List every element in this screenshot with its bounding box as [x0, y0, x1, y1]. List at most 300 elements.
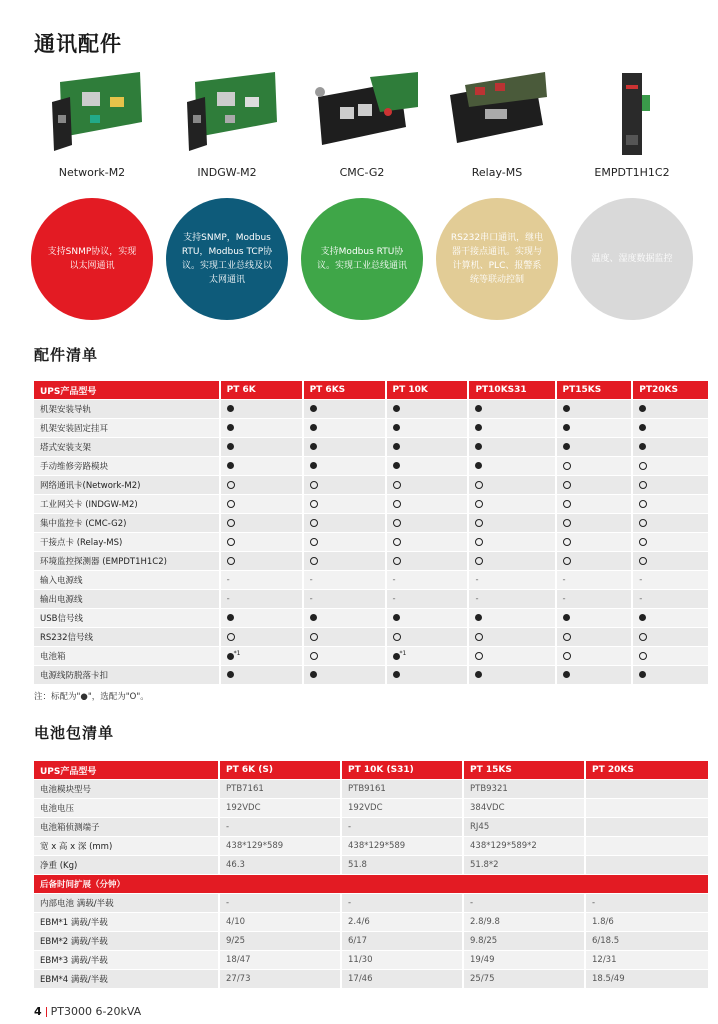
table-cell: 12/31 — [586, 951, 710, 969]
row-label: 环境监控探测器 (EMPDT1H1C2) — [34, 552, 221, 570]
optional-cell — [221, 514, 304, 532]
row-label: EBM*2 满载/半载 — [34, 932, 220, 950]
optional-cell — [557, 457, 634, 475]
product-name: INDGW-M2 — [197, 166, 257, 179]
optional-cell — [469, 495, 556, 513]
row-label: 工业网关卡 (INDGW-M2) — [34, 495, 221, 513]
optional-cell — [221, 552, 304, 570]
standard-dot-icon — [393, 424, 400, 431]
battery-header-cell: PT 15KS — [464, 761, 586, 779]
standard-dot-icon — [393, 653, 400, 660]
table-cell: - — [342, 894, 464, 912]
optional-cell — [633, 495, 710, 513]
standard-dot-icon — [639, 614, 646, 621]
optional-cell — [557, 647, 634, 665]
table-row — [34, 457, 710, 475]
table-row — [34, 419, 710, 437]
standard-dot-icon — [475, 405, 482, 412]
table-row — [34, 533, 710, 551]
product-desc: 支持SNMP协议，实现以太网通讯 — [47, 247, 137, 271]
standard-dot-icon — [227, 405, 234, 412]
product-name: CMC-G2 — [339, 166, 385, 179]
standard-dot-icon — [310, 671, 317, 678]
table-cell: - — [220, 818, 342, 836]
optional-cell — [221, 628, 304, 646]
optional-ring-icon — [563, 633, 571, 641]
standard-cell — [387, 419, 470, 437]
optional-ring-icon — [227, 519, 235, 527]
product-desc: 温度、湿度数据监控 — [591, 254, 673, 264]
na-cell: - — [633, 590, 710, 608]
empdt1h1c2-sensor-image — [570, 62, 694, 162]
footer-product: PT3000 6-20kVA — [50, 1005, 142, 1018]
optional-ring-icon — [639, 652, 647, 660]
row-label: 塔式安装支架 — [34, 438, 221, 456]
standard-dot-icon — [563, 671, 570, 678]
optional-cell — [221, 495, 304, 513]
standard-cell — [633, 419, 710, 437]
table-row — [34, 780, 710, 798]
battery-heading: 电池包清单 — [34, 724, 115, 742]
table-row — [34, 476, 710, 494]
optional-cell — [633, 647, 710, 665]
optional-ring-icon — [639, 519, 647, 527]
row-label: 输出电源线 — [34, 590, 221, 608]
optional-cell — [304, 552, 387, 570]
optional-cell — [221, 533, 304, 551]
optional-ring-icon — [310, 481, 318, 489]
optional-ring-icon — [563, 500, 571, 508]
optional-ring-icon — [310, 519, 318, 527]
optional-ring-icon — [227, 500, 235, 508]
product-desc-circle — [31, 198, 153, 320]
optional-cell — [469, 514, 556, 532]
row-label: 手动维修旁路模块 — [34, 457, 221, 475]
acc-header-cell: PT 6K — [221, 381, 304, 399]
table-row — [34, 837, 710, 855]
standard-dot-icon — [310, 405, 317, 412]
optional-cell — [469, 628, 556, 646]
standard-cell — [304, 400, 387, 418]
battery-header-cell: PT 20KS — [586, 761, 710, 779]
table-row — [34, 495, 710, 513]
optional-cell — [387, 628, 470, 646]
row-label: 电源线防脱落卡扣 — [34, 666, 221, 684]
standard-cell — [221, 438, 304, 456]
row-label: RS232信号线 — [34, 628, 221, 646]
optional-ring-icon — [393, 481, 401, 489]
optional-cell — [387, 495, 470, 513]
optional-ring-icon — [227, 481, 235, 489]
standard-cell — [304, 609, 387, 627]
standard-dot-icon — [310, 462, 317, 469]
optional-cell — [557, 514, 634, 532]
na-cell: - — [469, 571, 556, 589]
table-cell: - — [464, 894, 586, 912]
product-desc: 支持Modbus RTU协议。实现工业总线通讯 — [316, 247, 407, 271]
table-cell: 438*129*589 — [220, 837, 342, 855]
row-label: 电池箱侦测端子 — [34, 818, 220, 836]
standard-cell — [387, 647, 470, 665]
product-desc-circle — [301, 198, 423, 320]
optional-cell — [304, 476, 387, 494]
battery-header-cell: PT 6K (S) — [220, 761, 342, 779]
table-cell: 2.8/9.8 — [464, 913, 586, 931]
na-cell: - — [387, 571, 470, 589]
standard-cell — [633, 438, 710, 456]
na-cell: - — [633, 571, 710, 589]
standard-dot-icon — [227, 671, 234, 678]
standard-cell — [469, 400, 556, 418]
optional-ring-icon — [393, 500, 401, 508]
optional-ring-icon — [639, 538, 647, 546]
table-cell: RJ45 — [464, 818, 586, 836]
product-relay-ms — [435, 62, 559, 320]
table-cell — [586, 837, 710, 855]
standard-cell — [387, 400, 470, 418]
standard-dot-icon — [563, 614, 570, 621]
row-label: 电池电压 — [34, 799, 220, 817]
optional-cell — [469, 647, 556, 665]
na-cell: - — [221, 590, 304, 608]
table-cell: 18.5/49 — [586, 970, 710, 988]
optional-ring-icon — [639, 500, 647, 508]
table-cell: 19/49 — [464, 951, 586, 969]
standard-cell — [387, 438, 470, 456]
row-label: 网络通讯卡(Network-M2) — [34, 476, 221, 494]
standard-cell — [557, 419, 634, 437]
optional-ring-icon — [227, 633, 235, 641]
standard-cell — [469, 438, 556, 456]
relay-ms-card-image — [435, 62, 559, 162]
optional-ring-icon — [563, 481, 571, 489]
standard-cell — [304, 419, 387, 437]
optional-cell — [633, 514, 710, 532]
optional-cell — [633, 476, 710, 494]
optional-ring-icon — [639, 557, 647, 565]
row-label: EBM*4 满载/半载 — [34, 970, 220, 988]
standard-cell — [304, 438, 387, 456]
standard-dot-icon — [393, 405, 400, 412]
optional-ring-icon — [639, 633, 647, 641]
standard-cell — [633, 400, 710, 418]
standard-dot-icon — [639, 443, 646, 450]
table-cell — [586, 780, 710, 798]
optional-cell — [633, 552, 710, 570]
table-row — [34, 514, 710, 532]
standard-dot-icon — [475, 614, 482, 621]
standard-cell — [469, 419, 556, 437]
standard-cell — [469, 666, 556, 684]
standard-dot-icon — [393, 614, 400, 621]
table-cell — [586, 799, 710, 817]
table-row — [34, 571, 710, 589]
optional-ring-icon — [393, 538, 401, 546]
na-cell: - — [469, 590, 556, 608]
standard-cell — [469, 457, 556, 475]
standard-cell — [221, 647, 304, 665]
page-footer — [34, 1005, 141, 1018]
product-desc-circle — [571, 198, 693, 320]
optional-cell — [557, 628, 634, 646]
acc-header-cell: PT15KS — [557, 381, 634, 399]
optional-ring-icon — [639, 481, 647, 489]
optional-cell — [387, 552, 470, 570]
table-row — [34, 818, 710, 836]
standard-cell — [469, 609, 556, 627]
optional-cell — [304, 514, 387, 532]
row-label: 电池模块型号 — [34, 780, 220, 798]
acc-header-cell: PT10KS31 — [469, 381, 556, 399]
optional-cell — [304, 533, 387, 551]
standard-dot-icon — [393, 671, 400, 678]
acc-header-cell: UPS产品型号 — [34, 381, 221, 399]
optional-ring-icon — [227, 538, 235, 546]
standard-dot-icon — [639, 671, 646, 678]
standard-dot-icon — [475, 424, 482, 431]
table-row — [34, 932, 710, 950]
battery-header-cell: UPS产品型号 — [34, 761, 220, 779]
table-cell: 17/46 — [342, 970, 464, 988]
row-label: 机架安装导轨 — [34, 400, 221, 418]
table-cell: PTB7161 — [220, 780, 342, 798]
cmc-g2-card-image — [300, 62, 424, 162]
optional-cell — [633, 533, 710, 551]
table-cell: 6/17 — [342, 932, 464, 950]
standard-dot-icon — [310, 424, 317, 431]
table-cell: - — [220, 894, 342, 912]
optional-cell — [387, 514, 470, 532]
optional-ring-icon — [639, 462, 647, 470]
standard-cell — [221, 419, 304, 437]
optional-cell — [387, 533, 470, 551]
network-m2-card-image — [30, 62, 154, 162]
optional-ring-icon — [475, 633, 483, 641]
table-row — [34, 856, 710, 874]
standard-dot-icon — [227, 443, 234, 450]
optional-ring-icon — [475, 519, 483, 527]
table-cell: 192VDC — [342, 799, 464, 817]
table-cell: 2.4/6 — [342, 913, 464, 931]
na-cell: - — [221, 571, 304, 589]
optional-cell — [221, 476, 304, 494]
optional-cell — [633, 628, 710, 646]
standard-cell — [221, 400, 304, 418]
row-label: 干接点卡 (Relay-MS) — [34, 533, 221, 551]
acc-header-cell: PT20KS — [633, 381, 710, 399]
standard-dot-icon — [563, 443, 570, 450]
table-cell — [586, 856, 710, 874]
product-desc-circle — [166, 198, 288, 320]
standard-dot-icon — [563, 405, 570, 412]
optional-cell — [633, 457, 710, 475]
section-title: 后备时间扩展（分钟） — [34, 875, 710, 893]
table-row — [34, 628, 710, 646]
indgw-m2-card-image — [165, 62, 289, 162]
optional-cell — [304, 628, 387, 646]
optional-ring-icon — [475, 481, 483, 489]
optional-ring-icon — [310, 557, 318, 565]
standard-cell — [387, 666, 470, 684]
standard-cell — [304, 457, 387, 475]
battery-table — [34, 760, 710, 989]
page-title: 通讯配件 — [34, 32, 122, 56]
optional-ring-icon — [475, 557, 483, 565]
optional-cell — [304, 495, 387, 513]
footnote-mark: *1 — [233, 650, 241, 658]
table-cell: 25/75 — [464, 970, 586, 988]
optional-ring-icon — [475, 652, 483, 660]
standard-dot-icon — [310, 443, 317, 450]
standard-dot-icon — [563, 424, 570, 431]
battery-header-cell: PT 10K (S31) — [342, 761, 464, 779]
table-row — [34, 913, 710, 931]
table-cell: 1.8/6 — [586, 913, 710, 931]
standard-dot-icon — [393, 443, 400, 450]
table-cell: 46.3 — [220, 856, 342, 874]
table-cell: 27/73 — [220, 970, 342, 988]
optional-ring-icon — [475, 500, 483, 508]
optional-ring-icon — [563, 652, 571, 660]
standard-dot-icon — [393, 462, 400, 469]
footnote-mark: *1 — [399, 650, 407, 658]
acc-header-cell: PT 6KS — [304, 381, 387, 399]
optional-ring-icon — [310, 633, 318, 641]
standard-dot-icon — [475, 443, 482, 450]
product-desc-circle — [436, 198, 558, 320]
table-cell: 4/10 — [220, 913, 342, 931]
table-cell: 192VDC — [220, 799, 342, 817]
standard-cell — [557, 400, 634, 418]
row-label: 输入电源线 — [34, 571, 221, 589]
na-cell: - — [557, 571, 634, 589]
standard-cell — [387, 609, 470, 627]
standard-dot-icon — [475, 462, 482, 469]
table-cell: 438*129*589*2 — [464, 837, 586, 855]
optional-cell — [387, 476, 470, 494]
section-row — [34, 875, 710, 893]
optional-ring-icon — [393, 519, 401, 527]
optional-ring-icon — [310, 500, 318, 508]
optional-ring-icon — [563, 462, 571, 470]
standard-cell — [633, 609, 710, 627]
na-cell: - — [304, 590, 387, 608]
table-row — [34, 400, 710, 418]
product-name: Relay-MS — [471, 166, 523, 179]
table-row — [34, 970, 710, 988]
optional-ring-icon — [475, 538, 483, 546]
table-cell: 9/25 — [220, 932, 342, 950]
accessories-heading: 配件清单 — [34, 346, 99, 364]
table-cell: 6/18.5 — [586, 932, 710, 950]
optional-cell — [557, 476, 634, 494]
optional-ring-icon — [310, 538, 318, 546]
table-cell: 51.8 — [342, 856, 464, 874]
table-cell: 9.8/25 — [464, 932, 586, 950]
optional-ring-icon — [393, 633, 401, 641]
optional-cell — [557, 495, 634, 513]
standard-dot-icon — [227, 424, 234, 431]
table-row — [34, 609, 710, 627]
row-label: 集中监控卡 (CMC-G2) — [34, 514, 221, 532]
accessories-table — [34, 380, 710, 685]
table-cell: 438*129*589 — [342, 837, 464, 855]
page-number: 4 — [34, 1005, 42, 1018]
standard-cell — [557, 609, 634, 627]
optional-cell — [469, 552, 556, 570]
standard-cell — [387, 457, 470, 475]
optional-cell — [304, 647, 387, 665]
standard-cell — [221, 666, 304, 684]
na-cell: - — [387, 590, 470, 608]
table-row — [34, 951, 710, 969]
footer-divider — [46, 1007, 47, 1017]
optional-cell — [469, 533, 556, 551]
row-label: EBM*3 满载/半载 — [34, 951, 220, 969]
table-cell: - — [586, 894, 710, 912]
acc-header-cell: PT 10K — [387, 381, 470, 399]
standard-cell — [304, 666, 387, 684]
row-label: 机架安装固定挂耳 — [34, 419, 221, 437]
product-cmc-g2 — [300, 62, 424, 320]
optional-ring-icon — [563, 557, 571, 565]
optional-cell — [469, 476, 556, 494]
product-indgw-m2 — [165, 62, 289, 320]
row-label: 宽 x 高 x 深 (mm) — [34, 837, 220, 855]
row-label: 电池箱 — [34, 647, 221, 665]
table-cell: - — [342, 818, 464, 836]
na-cell: - — [557, 590, 634, 608]
optional-ring-icon — [393, 557, 401, 565]
product-empdt1h1c2 — [570, 62, 694, 320]
row-label: EBM*1 满载/半载 — [34, 913, 220, 931]
table-row — [34, 438, 710, 456]
standard-dot-icon — [227, 462, 234, 469]
table-row — [34, 552, 710, 570]
optional-ring-icon — [310, 652, 318, 660]
optional-ring-icon — [563, 538, 571, 546]
table-cell: 11/30 — [342, 951, 464, 969]
table-row — [34, 647, 710, 665]
standard-dot-icon — [227, 614, 234, 621]
standard-dot-icon — [310, 614, 317, 621]
standard-cell — [557, 438, 634, 456]
table-cell: 51.8*2 — [464, 856, 586, 874]
product-name: EMPDT1H1C2 — [594, 166, 670, 179]
table-row — [34, 590, 710, 608]
row-label: 内部电池 满载/半载 — [34, 894, 220, 912]
product-gallery — [30, 62, 694, 320]
standard-dot-icon — [227, 653, 234, 660]
table-cell: PTB9161 — [342, 780, 464, 798]
optional-ring-icon — [563, 519, 571, 527]
product-network-m2 — [30, 62, 154, 320]
standard-cell — [557, 666, 634, 684]
optional-cell — [557, 533, 634, 551]
standard-cell — [221, 609, 304, 627]
optional-ring-icon — [227, 557, 235, 565]
table-cell: 384VDC — [464, 799, 586, 817]
standard-dot-icon — [639, 424, 646, 431]
table-row — [34, 666, 710, 684]
na-cell: - — [304, 571, 387, 589]
table-row — [34, 894, 710, 912]
table-cell — [586, 818, 710, 836]
standard-cell — [633, 666, 710, 684]
standard-dot-icon — [639, 405, 646, 412]
standard-dot-icon — [475, 671, 482, 678]
table-row — [34, 799, 710, 817]
